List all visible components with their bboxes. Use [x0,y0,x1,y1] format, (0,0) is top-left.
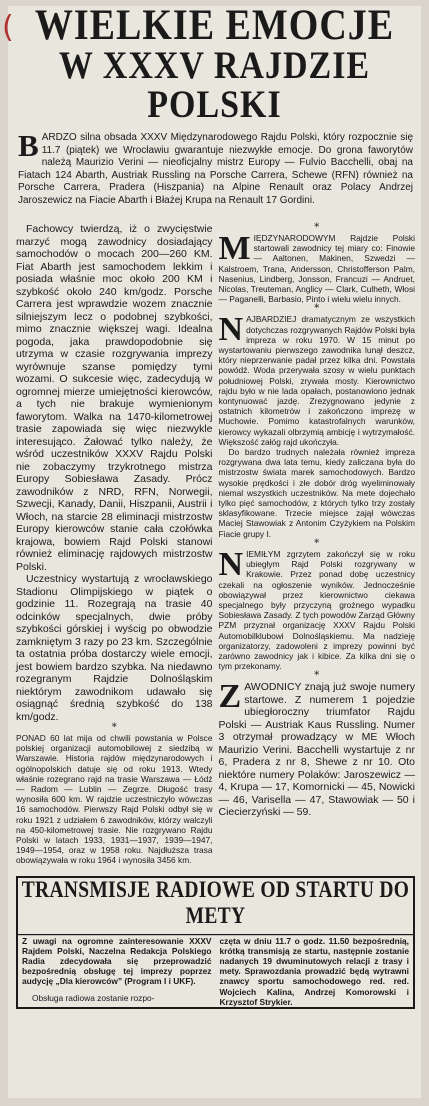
zawodnicy-paragraph: ZAWODNICY znają już swoje numery startowe. Z numerem 1 pojedzie ubiegłoroczny triumfator Rajdu Polski — Austriak Kaus Russling. Numer 3 otrzymał prowadzący w ME Włoch Maurizio Verini. Bacchelli wystartuje z nr 6, Pradera z nr 8, Shewe z nr 10. Oto niektóre numery Polaków: Jaroszewicz — 4, Krupa — 17, Komornicki — 45, Nowicki — 46, Varisella — 47, Stawowiak — 50 i Ciecierzyński — 59. [218,678,415,819]
left-paragraph-1: Fachowcy twierdzą, iż o zwycięstwie marzyć mogą zawodnicy dosiadający samochodów o mocach 200—260 KM. Fiat Abarth jest samochodem lekkim i posiada właśnie moc około 200 KM i szybkość około 240 km/godz. Porsche Carrera jest wprawdzie wozem znacznie silniejszym lecz o podobnej szybkości, mimo znacznie większej wagi. Idealna pogoda, jaka prawdopodobnie się utrzyma w czasie rozgrywania imprezy wyrównuje szanse pomiędzy tymi wozami. O sukcesie więc, zadecydują w ogromnej mierze umiejętności kierowców, a tych nie brakuje wymienionym faworytom. Walka na 1470-kilometrowej trasie zapowiada się więc niezwykle interesująco. Żałować tylko należy, że wśród uczestników XXXV Rajdu Polski nie zobaczymy trzykrotnego mistrza Europy Sobiesława Zasady. Prócz zawodników z NRD, RFN, Norwegii, Szwecji, Kanady, Danii, Hiszpanii, Austrii i Włoch, na starcie 28 eliminacji mistrzostw Europy kierowców stanie cała czołówka krajowa, bowiem Rajd Polski stanowi również eliminację rajdowych mistrzostw Polski. [16,223,213,573]
radio-left-bold: Z uwagi na ogromne zainteresowanie XXXV Rajdem Polski, Naczelna Redakcja Polskiego Radia zdecydowała się przeprowadzić bezpośrednią obsługę tej imprezy poprzez audycję „Dla kierowców” (Program I i UKF). [22,935,212,987]
radio-title: TRANSMISJE RADIOWE OD STARTU DO METY [18,872,413,934]
niemilym-paragraph: NIEMIŁYM zgrzytem zakończył się w roku ubiegłym Rajd Polski rozgrywany w Krakowie. Przez ponad dobę uczestnicy czekali na ogłoszenie wyników. Jednocześnie obowiązywał przez kierownictwo ciekawa specjalnego były przyczyną grożnego wypadku Sobiesława Zasady. Z tych powodów Zarząd Główny PZM przyznał organizację XXXV Rajdu Polski Automobilklubowi Dolnośląskiemu. Ma nadzieję organizatorzy, zadowoleni z imprezy powinni być zarówno zawodnicy jak i kibice. Za kilka dni się o tym przekonamy. [218,545,415,672]
lead-drop-cap: B [18,128,39,163]
left-paragraph-2: Uczestnicy wystartują z wrocławskiego Stadionu Olimpijskiego w piątek o godzinie 11. Rozegrają na trasie 40 odcinków specjalnych, dwie próby szybkości górskiej i wyścig po obwodzie zamkniętym 3 razy po 23 km. Szczególnie ta ostatnia próba dostarczy wiele emocji, jest bowiem bardzo szybka. Na niedawno rozegranym Rajdzie Dolnośląskim niektórym zawodnikom udawało się osiągnąć średnią szybkość do 138 km/godz. [16,573,213,723]
lead-text: ARDZO silna obsada XXXV Międzynarodowego Rajdu Polski, który rozpocznie się 11.7 (piątek) we Wrocławiu gwarantuje niezwykłe emocje. Do grona faworytów należą Maurizio Verini — nieoficjalny mistrz Europy — Fulvio Bacchelli, obaj na Fiatach 124 Abarth, Austriak Russling na Porsche Carrera, Schewe (RFN) również na Porsche Carrera, Pradera (Hiszpania) na Alpine Renault oraz Polacy Andrzej Jaroszewicz na Fiacie Abarth i Błażej Krupa na Renault 17 Gordini. [18,132,413,206]
section-star: * [314,537,320,549]
radio-right-column [220,936,410,1007]
section-star: * [314,670,320,682]
article-columns [16,223,415,866]
miedzynarodowym-paragraph: MIĘDZYNARODOWYM Rajdzie Polski startowali zawodnicy tej miary co: Finowie — Aaltonen, Makinen, Szwedzi — Kalstroem, Trana, Andersson, Christofferson Palm, Nasenius, Lindberg, Jonsson, Francuzi — Andruet, Nicolas, Treuteman, Anglicy — Clark, Culheth, Włosi — Paganelli, Barbasio, Pinto i wielu wielu innych. [218,230,415,305]
left-column [16,223,213,866]
section-star: * [314,222,320,233]
radio-box [16,876,415,1009]
najbardziej-paragraph-2: Do bardzo trudnych należała również impreza rozgrywana dwa lata temu, kiedy zaliczana była do mistrzostw świata marek samochodowych. Bardzo wysokie prędkości i złe dobór dróg wyeliminowały niemal wszystkich uczestników. Na mete dojechało tylko pięć samochodów, z których tylko trzy zostały sklasyfikowane. Trzecie miejsce zajął wówczas Maciej Stawowiak z Antonim Czyżykiem na Polskim Fiacie grupy I. [218,447,415,539]
history-paragraph: PONAD 60 lat mija od chwili powstania w Polsce polskiej organizacji automobilowej z siedzibą w Warszawie. Historia rajdów międzynarodowych i ogólnopolskich datuje się od roku 1913. Wtedy właśnie rozegrano rajd na trasie Warszawa — Łódź — Radom — Lublin — Zegrze. Długość trasy wynosiła 600 km. W rajdzie uczestniczyło wówczas 16 samochodów. Pierwszy Rajd Polski odbył się w roku 1921 z udziałem 6 zawodników, którzy walczyli na 450-kilometrowej trasie. Nie rozgrywano Rajdu Polski w latach 1933, 1931—1937, 1939—1947, 1949—1954, oraz w 1958 roku. Najdłuższa trasa obowiązywała w roku 1964 i wynosiła 3456 km. [16,733,213,866]
headline-line-1: WIELKIE EMOCJE [34,0,395,50]
right-column [219,223,416,866]
radio-right-bold: częta w dniu 11.7 o godz. 11.50 bezpośrednią, krótką transmisją ze startu, następnie zostanie nadanych 19 dwuminutowych relacji z trasy i mety. Sprawozdania prowadzić będą wytrawni znawcy sportu samochodowego red. red. Wojciech Kalina, Andrzej Komorowski i Krzysztof Strykier. [219,935,409,1007]
newspaper-clipping [2,0,421,1098]
headline-line-2: W XXXV RAJDZIE POLSKI [58,44,371,127]
lead-paragraph [18,128,413,207]
najbardziej-paragraph: NAJBARDZIEJ dramatycznym ze wszystkich dotychczas rozgrywanych Rajdów Polski była impreza w roku 1970. W 15 minut po wystartowaniu pierwszego zawodnika lunął deszcz, który nieprzerwanie padał przez kilka dni. Powstała powódź. Woda przerywała szosy w wielu punktach południowej Polski, zrywała mosty. Kierownictwo rajdu było w nie lada opałach, postanowiono jednak kontynuować jazdę. Zrezygnowano jedynie z ostatnich kilometrów i zakończono imprezę w Muchowie. Pomimo katastrofalnych warunków, kierowcy wykazali olbrzymią ambicję i wytrzymałość. Większość załóg rajd ukończyła. [218,311,415,447]
radio-columns [18,930,413,1007]
section-star: * [314,303,320,315]
pen-mark-decoration: ( [2,10,14,45]
section-star: * [111,722,117,733]
radio-left-plain: Obsługa radiowa zostanie rozpo- [32,992,155,1003]
radio-left-column [22,936,212,1007]
